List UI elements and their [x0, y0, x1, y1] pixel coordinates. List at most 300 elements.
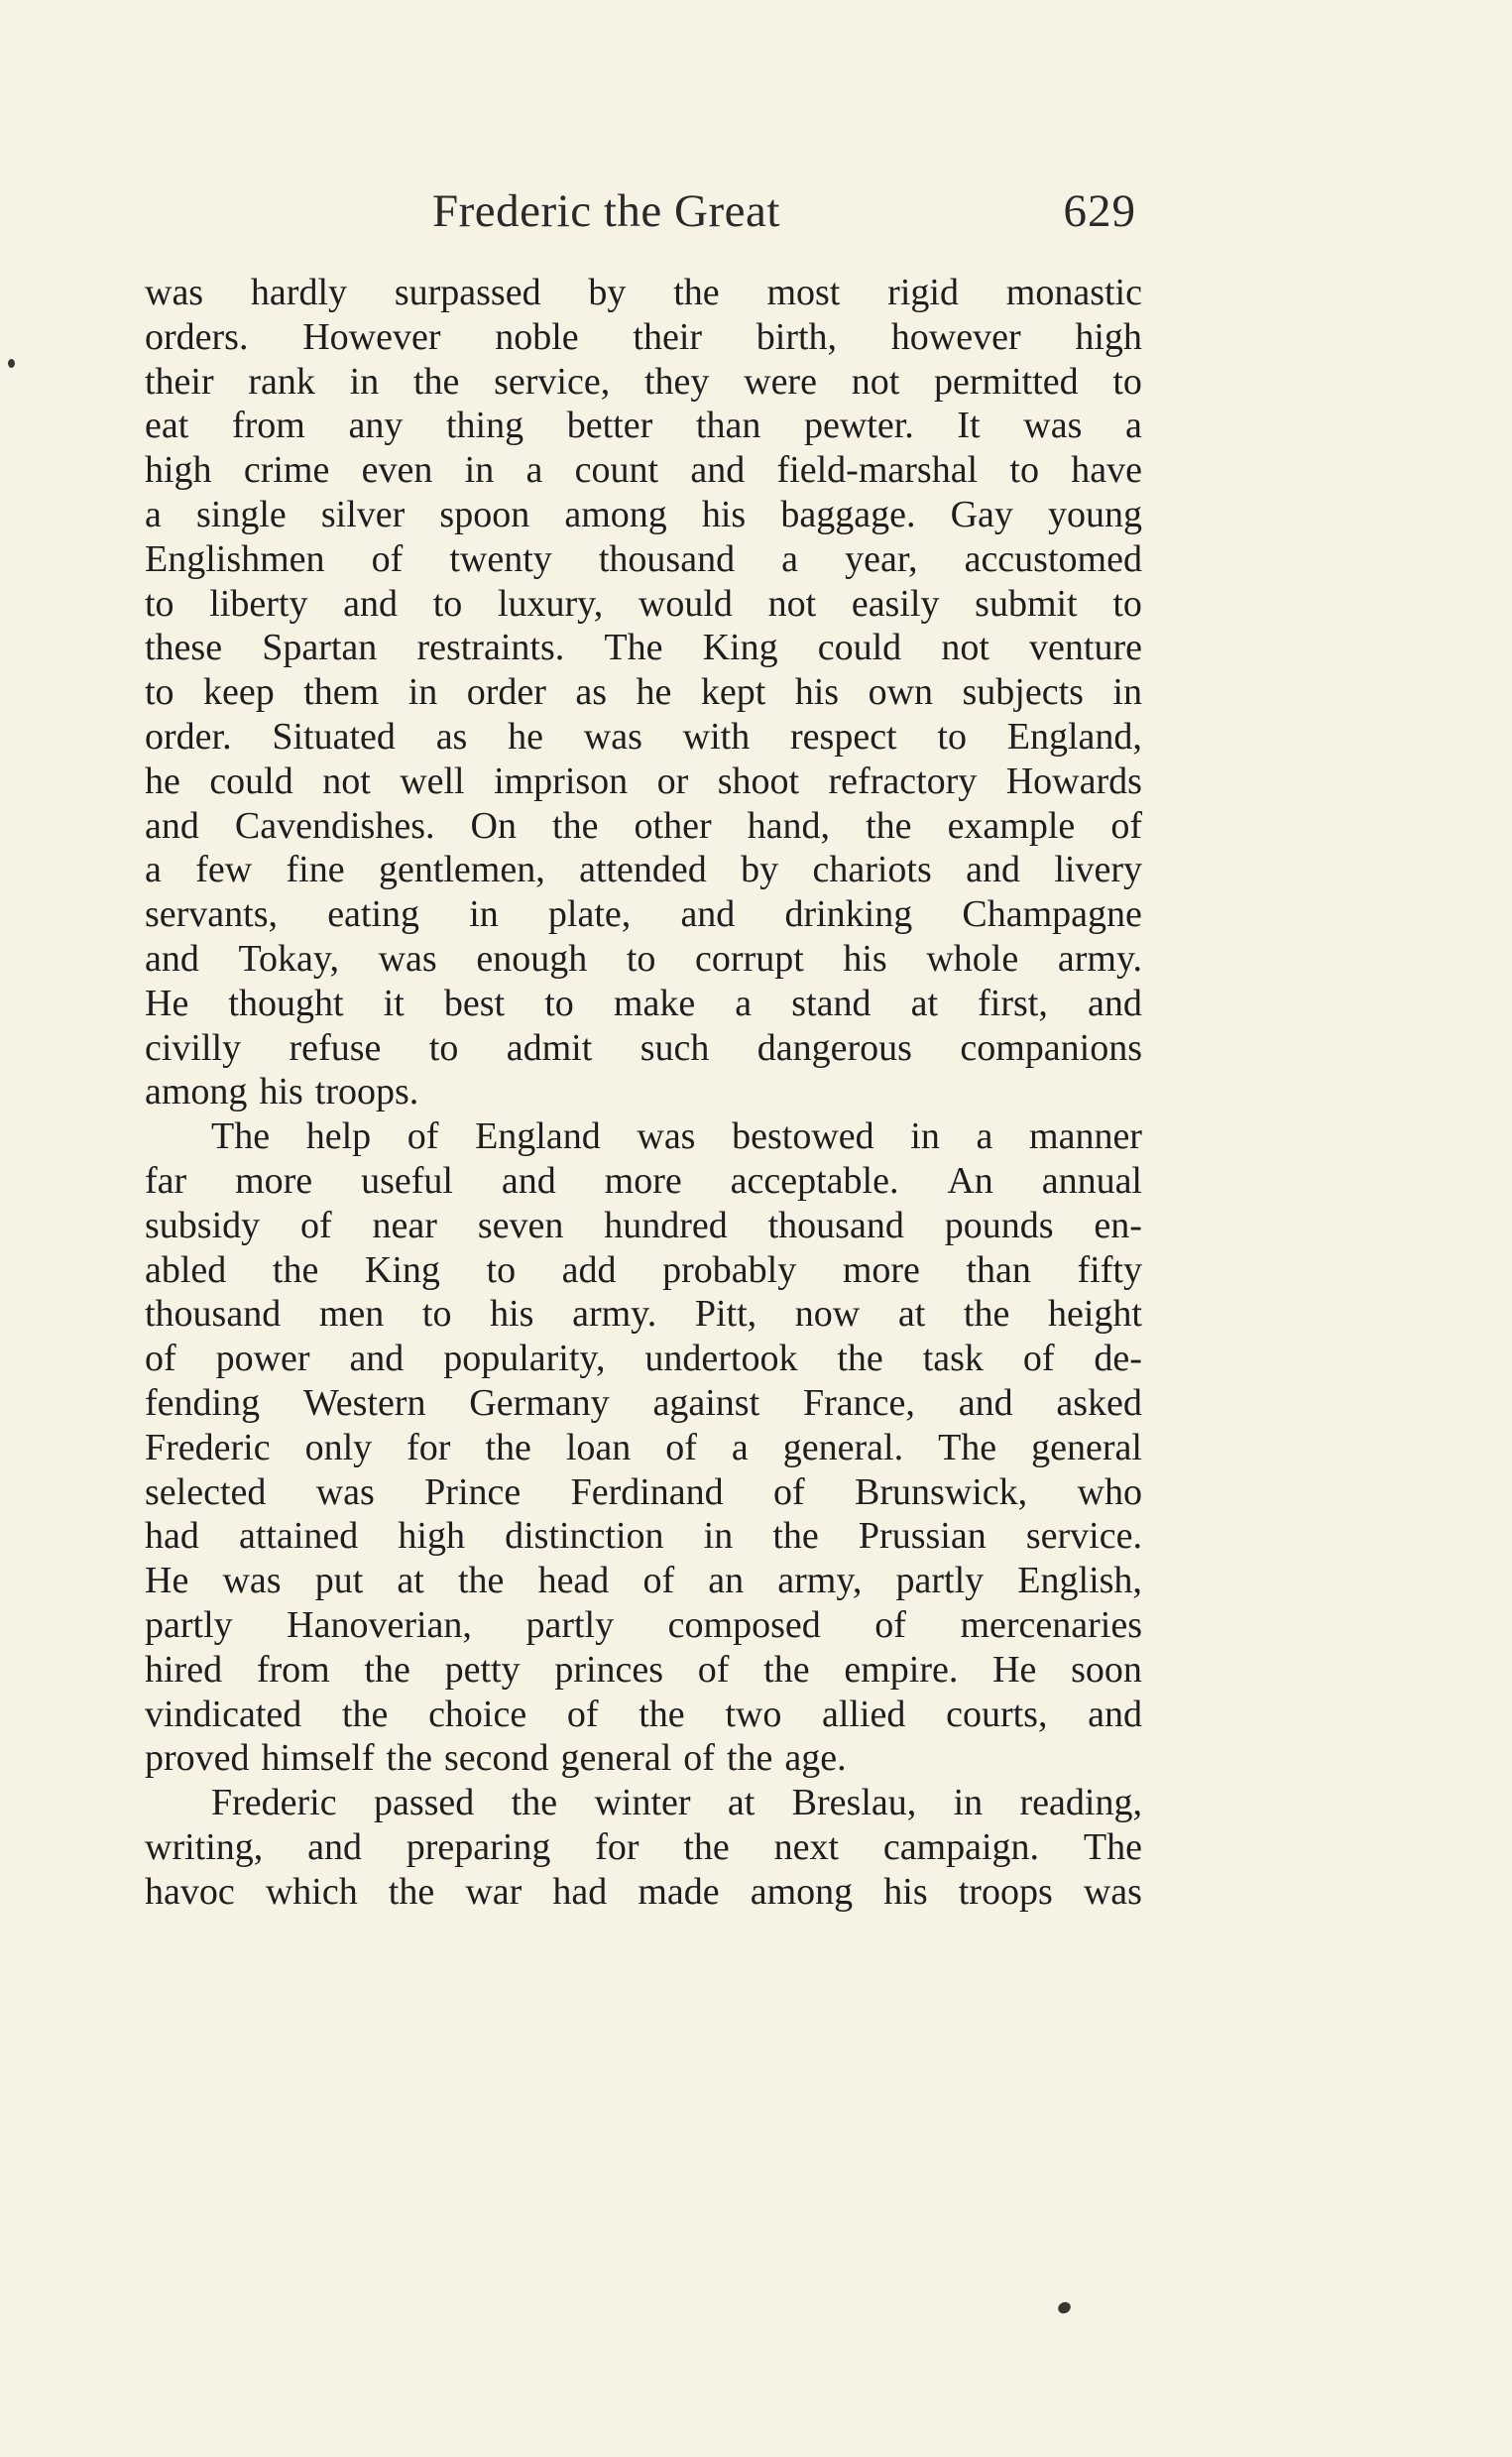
word: bestowed	[732, 1115, 874, 1158]
word: admit	[506, 1026, 593, 1069]
word: rank	[248, 360, 315, 403]
text-line	[145, 1781, 1142, 1825]
word: drinking	[784, 893, 913, 936]
word: it	[383, 982, 405, 1024]
word: in	[703, 1515, 734, 1558]
word: thousand	[767, 1204, 904, 1246]
word: among	[145, 1071, 248, 1113]
word: to	[486, 1248, 517, 1291]
word: army.	[572, 1293, 657, 1336]
word: Englishmen	[145, 537, 325, 580]
word: was	[1023, 405, 1083, 447]
word: corrupt	[695, 937, 804, 980]
word: winter	[594, 1782, 691, 1824]
word: The	[211, 1115, 271, 1158]
word: his	[259, 1071, 303, 1113]
word: King	[364, 1248, 440, 1291]
word: Ferdinand	[570, 1470, 724, 1513]
word: more	[235, 1159, 313, 1202]
word: the	[388, 1870, 435, 1913]
word: hired	[145, 1648, 223, 1691]
word: in	[1112, 671, 1142, 714]
word: such	[640, 1026, 710, 1069]
word: made	[638, 1870, 720, 1913]
word: himself	[261, 1737, 375, 1780]
word: chariots	[812, 849, 932, 891]
word: allied	[822, 1693, 906, 1735]
word: not	[767, 582, 817, 625]
paragraph	[145, 271, 1142, 1114]
word: was	[145, 272, 204, 313]
text-line	[145, 360, 1142, 405]
text-line	[145, 1159, 1142, 1204]
word: in	[464, 449, 495, 492]
word: only	[304, 1426, 373, 1468]
word: composed	[667, 1603, 821, 1646]
word: even	[361, 449, 433, 492]
word: army,	[777, 1560, 863, 1602]
word: The	[604, 627, 663, 669]
text-line	[145, 804, 1142, 849]
word: service.	[1025, 1515, 1142, 1558]
word: better	[566, 405, 653, 447]
text-line	[145, 982, 1142, 1026]
paragraph	[145, 1114, 1142, 1781]
text-line	[145, 1337, 1142, 1381]
word: France,	[802, 1381, 915, 1424]
word: Frederic	[211, 1782, 337, 1824]
word: respect	[790, 715, 897, 758]
word: venture	[1029, 627, 1142, 669]
word: abled	[145, 1248, 227, 1291]
word: popularity,	[443, 1338, 606, 1380]
word: a	[735, 982, 753, 1024]
word: England,	[1006, 715, 1142, 758]
word: and	[145, 937, 199, 980]
word: petty	[444, 1648, 521, 1691]
word: the	[763, 1648, 810, 1691]
paragraph	[145, 1781, 1142, 1914]
word: he	[636, 671, 672, 714]
word: and	[680, 893, 736, 936]
word: war	[465, 1870, 523, 1913]
page-number: 629	[1063, 185, 1136, 237]
word: de-	[1094, 1338, 1142, 1380]
word: of	[683, 1737, 715, 1780]
word: orders.	[145, 315, 249, 358]
word: best	[443, 982, 506, 1024]
word: preparing	[406, 1825, 551, 1868]
word: he	[508, 715, 543, 758]
word: the	[272, 1248, 319, 1291]
word: livery	[1054, 849, 1142, 891]
word: and	[1088, 1693, 1142, 1735]
word: against	[652, 1381, 760, 1424]
word: in	[469, 893, 499, 936]
word: his	[883, 1870, 928, 1913]
word: stand	[791, 982, 872, 1024]
word: of	[566, 1693, 599, 1735]
word: noble	[495, 315, 579, 358]
running-title: Frederic the Great	[432, 185, 780, 237]
word: as	[435, 715, 468, 758]
word: his	[794, 671, 840, 714]
word: asked	[1056, 1381, 1142, 1424]
word: birth,	[756, 315, 838, 358]
text-line	[145, 1870, 1142, 1915]
word: Tokay,	[238, 937, 339, 980]
word: campaign.	[882, 1825, 1040, 1868]
word: eat	[145, 405, 189, 447]
word: en-	[1094, 1204, 1142, 1246]
text-line	[145, 1426, 1142, 1470]
word: a	[145, 849, 162, 891]
text-line	[145, 848, 1142, 892]
text-line	[145, 1514, 1142, 1559]
text-line	[145, 1603, 1142, 1648]
word: The	[938, 1426, 997, 1468]
word: monastic	[1005, 272, 1142, 313]
word: the	[485, 1426, 531, 1468]
word: could	[209, 760, 293, 802]
word: thing	[445, 405, 524, 447]
word: and	[958, 1381, 1013, 1424]
word: He	[992, 1648, 1037, 1691]
word: Prussian	[858, 1515, 987, 1558]
word: baggage.	[780, 493, 916, 535]
word: undertook	[644, 1338, 798, 1380]
word: was	[1083, 1870, 1142, 1913]
word: Breslau,	[791, 1782, 917, 1824]
word: high	[145, 449, 212, 492]
word: choice	[428, 1693, 527, 1735]
word: the	[837, 1338, 883, 1380]
word: which	[265, 1870, 358, 1913]
text-line	[145, 1204, 1142, 1248]
word: height	[1047, 1293, 1142, 1336]
word: other	[634, 804, 712, 847]
word: Hanoverian,	[287, 1603, 472, 1646]
word: spoon	[439, 493, 530, 535]
word: the	[457, 1560, 505, 1602]
word: courts,	[946, 1693, 1048, 1735]
word: to	[1112, 360, 1142, 403]
text-line	[145, 582, 1142, 627]
text-line	[145, 1825, 1142, 1870]
word: age.	[784, 1737, 847, 1780]
word: to	[544, 982, 574, 1024]
word: the	[683, 1825, 730, 1868]
word: near	[372, 1204, 437, 1246]
word: more	[842, 1248, 920, 1291]
word: partly	[525, 1603, 615, 1646]
word: not	[322, 760, 371, 802]
word: vindicated	[145, 1693, 302, 1735]
word: at	[397, 1560, 424, 1602]
word: enough	[476, 937, 588, 980]
word: help	[305, 1115, 372, 1158]
word: Gay	[950, 493, 1013, 535]
word: who	[1077, 1470, 1142, 1513]
word: of	[697, 1648, 730, 1691]
word: an	[708, 1560, 745, 1602]
word: the	[511, 1782, 558, 1824]
word: the	[673, 272, 720, 313]
word: were	[744, 360, 817, 403]
word: and	[349, 1338, 405, 1380]
word: Germany	[469, 1381, 610, 1424]
word: year,	[845, 537, 918, 580]
word: a	[525, 449, 543, 492]
word: at	[897, 1293, 926, 1336]
word: the	[552, 804, 599, 847]
word: not	[941, 627, 989, 669]
word: general	[1031, 1426, 1142, 1468]
word: of	[145, 1338, 176, 1380]
word: accustomed	[964, 537, 1142, 580]
word: to	[432, 582, 463, 625]
word: dangerous	[756, 1026, 912, 1069]
word: rigid	[887, 272, 959, 313]
word: proved	[145, 1737, 250, 1780]
word: pewter.	[803, 405, 914, 447]
word: acceptable.	[730, 1159, 899, 1202]
word: the	[412, 360, 460, 403]
word: of	[874, 1603, 906, 1646]
word: was	[222, 1560, 282, 1602]
word: refractory	[828, 760, 978, 802]
text-line	[145, 626, 1142, 670]
print-speck	[1056, 2299, 1073, 2315]
word: silver	[320, 493, 406, 535]
word: by	[588, 272, 627, 313]
word: submit	[975, 582, 1078, 625]
word: liberty	[209, 582, 308, 625]
word: from	[231, 405, 305, 447]
text-line	[145, 448, 1142, 493]
word: the	[341, 1693, 389, 1735]
word: in	[407, 671, 438, 714]
word: and	[343, 582, 399, 625]
text-line	[145, 670, 1142, 715]
word: in	[953, 1782, 984, 1824]
word: the	[386, 1737, 432, 1780]
word: their	[633, 315, 703, 358]
word: havoc	[145, 1870, 235, 1913]
word: refuse	[289, 1026, 382, 1069]
word: to	[626, 937, 656, 980]
word: distinction	[505, 1515, 664, 1558]
word: hundred	[604, 1204, 728, 1246]
word: well	[400, 760, 465, 802]
text-line	[145, 715, 1142, 760]
word: Frederic	[145, 1426, 271, 1468]
word: of	[371, 537, 404, 580]
text-line	[145, 1026, 1142, 1071]
word: their	[145, 360, 214, 403]
text-line	[145, 1248, 1142, 1293]
word: He	[145, 982, 189, 1024]
word: to	[145, 582, 174, 625]
word: of	[407, 1115, 439, 1158]
word: he	[145, 760, 180, 802]
word: field-marshal	[776, 449, 979, 492]
word: them	[303, 671, 380, 714]
word: they	[643, 360, 710, 403]
word: the	[963, 1293, 1010, 1336]
word: and	[307, 1825, 362, 1868]
word: of	[642, 1560, 675, 1602]
word: the	[364, 1648, 410, 1691]
text-line	[145, 1114, 1142, 1159]
word: for	[407, 1426, 451, 1468]
text-line	[145, 493, 1142, 537]
text-line	[145, 537, 1142, 582]
word: the	[726, 1737, 773, 1780]
word: He	[145, 1560, 189, 1602]
word: Situated	[272, 715, 396, 758]
word: loan	[565, 1426, 632, 1468]
word: passed	[373, 1782, 475, 1824]
word: Howards	[1005, 760, 1142, 802]
word: his	[701, 493, 747, 535]
word: power	[215, 1338, 310, 1380]
word: was	[378, 937, 437, 980]
word: Pitt,	[694, 1293, 757, 1336]
word: army.	[1057, 937, 1142, 980]
word: twenty	[449, 537, 552, 580]
word: restraints.	[416, 627, 565, 669]
page-header	[145, 184, 1136, 244]
word: than	[966, 1248, 1031, 1291]
word: most	[766, 272, 841, 313]
word: fending	[145, 1381, 261, 1424]
word: his	[490, 1293, 534, 1336]
word: seven	[477, 1204, 564, 1246]
word: next	[773, 1825, 840, 1868]
word: easily	[851, 582, 940, 625]
word: among	[750, 1870, 854, 1913]
text-line	[145, 937, 1142, 982]
word: at	[910, 982, 939, 1024]
word: probably	[662, 1248, 797, 1291]
word: now	[794, 1293, 861, 1336]
word: An	[947, 1159, 993, 1202]
word: surpassed	[394, 272, 541, 313]
word: in	[910, 1115, 940, 1158]
word: at	[727, 1782, 756, 1824]
word: Cavendishes.	[234, 804, 435, 847]
word: more	[604, 1159, 682, 1202]
word: It	[957, 405, 981, 447]
word: second	[443, 1737, 549, 1780]
word: with	[682, 715, 751, 758]
word: whole	[926, 937, 1019, 980]
word: to	[145, 671, 174, 714]
word: task	[922, 1338, 984, 1380]
word: high	[1075, 315, 1142, 358]
word: shoot	[717, 760, 800, 802]
word: far	[145, 1159, 187, 1202]
word: permitted	[934, 360, 1079, 403]
text-line	[145, 271, 1142, 315]
word: mercenaries	[960, 1603, 1142, 1646]
word: to	[421, 1293, 452, 1336]
word: first,	[978, 982, 1048, 1024]
word: men	[318, 1293, 385, 1336]
word: two	[725, 1693, 782, 1735]
word: selected	[145, 1470, 267, 1513]
word: general	[560, 1737, 672, 1780]
word: writing,	[145, 1825, 264, 1868]
word: high	[398, 1515, 465, 1558]
word: of	[773, 1470, 805, 1513]
word: not	[851, 360, 900, 403]
word: among	[564, 493, 667, 535]
word: the	[772, 1515, 819, 1558]
word: count	[574, 449, 659, 492]
word: of	[1022, 1338, 1055, 1380]
word: of	[300, 1204, 332, 1246]
word: had	[552, 1870, 608, 1913]
word: and	[1087, 982, 1142, 1024]
word: any	[348, 405, 404, 447]
word: make	[613, 982, 696, 1024]
word: from	[256, 1648, 330, 1691]
word: England	[475, 1115, 601, 1158]
word: few	[195, 849, 253, 891]
word: these	[145, 627, 223, 669]
text-line	[145, 1292, 1142, 1337]
word: subjects	[962, 671, 1084, 714]
word: had	[145, 1515, 199, 1558]
word: empire.	[844, 1648, 959, 1691]
word: servants,	[145, 893, 279, 936]
word: luxury,	[497, 582, 604, 625]
word: Brunswick,	[855, 1470, 1028, 1513]
print-speck	[8, 359, 15, 368]
word: to	[1009, 449, 1039, 492]
text-line	[145, 760, 1142, 804]
word: annual	[1041, 1159, 1142, 1202]
text-line	[145, 1470, 1142, 1515]
word: the	[639, 1693, 685, 1735]
word: troops	[958, 1870, 1053, 1913]
word: manner	[1029, 1115, 1142, 1158]
word: hand,	[747, 804, 831, 847]
word: Champagne	[962, 893, 1142, 936]
word: hardly	[250, 272, 347, 313]
word: a	[781, 537, 799, 580]
word: could	[817, 627, 902, 669]
text-line	[145, 1648, 1142, 1693]
word: service,	[494, 360, 611, 403]
word: reading,	[1019, 1782, 1142, 1824]
word: companions	[960, 1026, 1142, 1069]
word: a	[1125, 405, 1142, 447]
text-line	[145, 892, 1142, 937]
word: partly	[145, 1603, 233, 1646]
word: princes	[554, 1648, 664, 1691]
word: useful	[361, 1159, 453, 1202]
word: young	[1047, 493, 1142, 535]
text-line	[145, 404, 1142, 448]
word: was	[583, 715, 642, 758]
word: plate,	[547, 893, 632, 936]
word: crime	[243, 449, 330, 492]
body-text	[145, 271, 1142, 1914]
word: single	[195, 493, 287, 535]
